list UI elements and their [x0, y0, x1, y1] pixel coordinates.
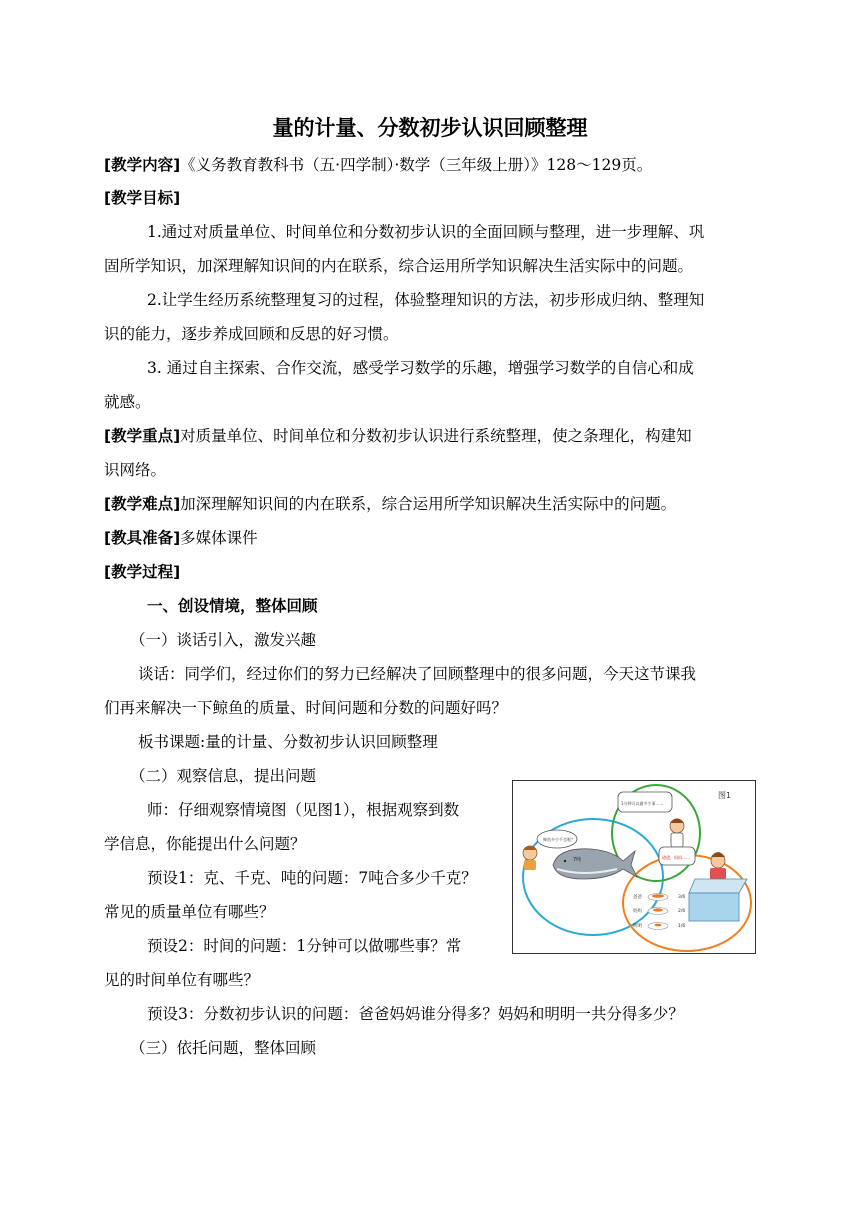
content-line [104, 154, 652, 176]
speech-bubble-time-text: 1分钟可以做多少事…… [621, 801, 664, 806]
process-label: [教学过程] [104, 563, 181, 581]
subsection-2-heading: （二）观察信息，提出问题 [130, 767, 317, 785]
teacher-line-1: 师：仔细观察情境图（见图1），根据观察到数 [147, 801, 460, 819]
difficulty-text: 加深理解知识间的内在联系，综合运用所学知识解决生活实际中的问题。 [180, 495, 677, 513]
teacher-line-2: 学信息，你能提出什么问题？ [104, 835, 306, 853]
speech-bubble-fraction-text: 爸爸，妈妈…… [662, 855, 690, 860]
key-label: [教学重点] [104, 427, 181, 445]
speech-bubble-whale-text: 鲸鱼多少千克呢？ [543, 837, 575, 842]
tools-label: [教具准备] [104, 529, 181, 547]
key-text: 对质量单位、时间单位和分数初步认识进行系统整理，使之条理化，构建知 [180, 427, 692, 445]
plate-row-mingming [633, 922, 685, 930]
goal-2-line-2: 识的能力，逐步养成回顾和反思的好习惯。 [104, 325, 399, 343]
goal-1-line-2: 固所学知识，加深理解知识间的内在联系，综合运用所学知识解决生活实际中的问题。 [104, 257, 694, 275]
row-dad-label: 爸爸 [633, 895, 642, 900]
section-1-heading: 一、创设情境，整体回顾 [147, 597, 318, 615]
preset-1-line-2: 常见的质量单位有哪些？ [104, 903, 275, 921]
difficulty-label: [教学难点] [104, 495, 181, 513]
preset-3-line: 预设3：分数初步认识的问题：爸爸妈妈谁分得多？妈妈和明明一共分得多少？ [147, 1005, 684, 1023]
goal-3-line-1: 3. 通过自主探索、合作交流，感受学习数学的乐趣，增强学习数学的自信心和成 [147, 359, 694, 377]
counter-icon [689, 879, 747, 921]
goal-1-line-1: 1.通过对质量单位、时间单位和分数初步认识的全面回顾与整理，进一步理解、巩 [147, 223, 705, 241]
subsection-1-heading: （一）谈话引入，激发兴趣 [130, 631, 317, 649]
content-label: [教学内容] [104, 156, 181, 174]
boy-left-icon [523, 846, 537, 870]
talk-line-2: 们再来解决一下鲸鱼的质量、时间问题和分数的问题好吗？ [104, 699, 508, 717]
goal-3-line-2: 就感。 [104, 393, 151, 411]
plate-row-mom [633, 907, 685, 915]
board-title-line: 板书课题:量的计量、分数初步认识回顾整理 [138, 733, 438, 751]
row-mom-label: 妈妈 [633, 909, 642, 914]
fraction-mom: 2/6 [678, 909, 686, 914]
row-mingming-label: 明明 [633, 924, 642, 929]
preset-1-line-1: 预设1：克、千克、吨的问题：7吨合多少千克？ [147, 869, 477, 887]
whale-icon [553, 849, 637, 879]
fraction-mingming: 1/6 [678, 924, 686, 929]
preset-2-line-1: 预设2：时间的问题：1分钟可以做哪些事？常 [147, 937, 462, 955]
preset-2-line-2: 见的时间单位有哪些？ [104, 971, 260, 989]
situation-figure [512, 780, 756, 954]
chef-icon [710, 852, 726, 880]
tools-text: 多媒体课件 [180, 529, 258, 547]
difficulty-line [104, 493, 676, 515]
talk-line-1: 谈话：同学们，经过你们的努力已经解决了回顾整理中的很多问题，今天这节课我 [138, 665, 697, 683]
goals-label: [教学目标] [104, 189, 181, 207]
plate-row-dad [633, 893, 685, 901]
page-title: 量的计量、分数初步认识回顾整理 [272, 116, 588, 140]
key-line-2: 识网络。 [104, 461, 167, 479]
goal-2-line-1: 2.让学生经历系统整理复习的过程，体验整理知识的方法，初步形成归纳、整理知 [147, 291, 705, 309]
tools-line [104, 527, 258, 549]
figure-label: 图1 [718, 791, 732, 800]
key-line-1 [104, 425, 692, 447]
subsection-3-heading: （三）依托问题，整体回顾 [130, 1039, 317, 1057]
fraction-dad: 3/6 [678, 895, 686, 900]
content-text: 《义务教育教科书（五·四学制）·数学（三年级上册）》128～129页。 [180, 156, 653, 174]
whale-weight-text: 7吨 [573, 857, 582, 863]
